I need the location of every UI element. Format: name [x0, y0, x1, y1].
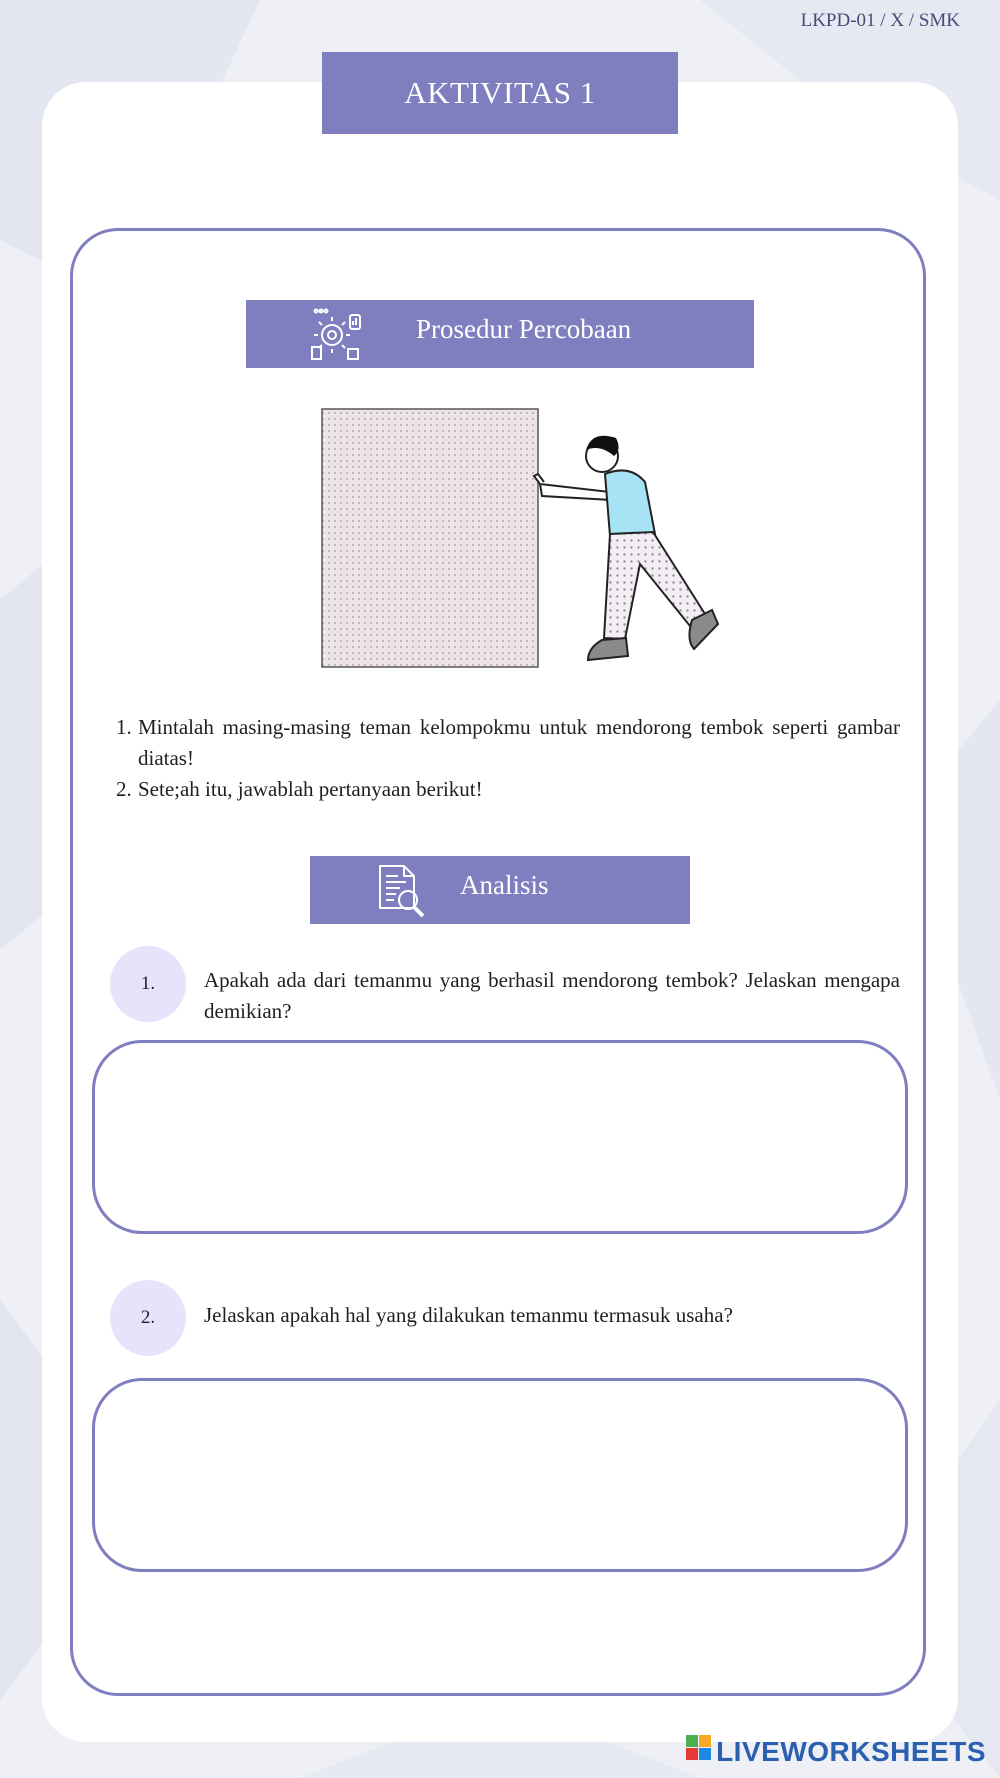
- answer-box-2[interactable]: [92, 1378, 908, 1572]
- question-number-2: 2.: [110, 1280, 186, 1356]
- question-text-2: Jelaskan apakah hal yang dilakukan temanmu termasuk usaha?: [204, 1303, 733, 1327]
- document-search-icon: [374, 862, 430, 925]
- question-number-1: 1.: [110, 946, 186, 1022]
- step-text: Sete;ah itu, jawablah pertanyaan berikut!: [138, 777, 483, 801]
- procedure-steps: [116, 712, 900, 805]
- answer-box-1[interactable]: [92, 1040, 908, 1234]
- wall: [322, 409, 538, 667]
- gear-process-icon: [308, 307, 366, 370]
- liveworksheets-logo-icon: [686, 1735, 712, 1768]
- activity-title: AKTIVITAS 1: [322, 52, 678, 134]
- list-item: [116, 774, 900, 805]
- analysis-banner: [310, 856, 690, 924]
- step-number: 1.: [116, 715, 132, 739]
- brand-name: LIVEWORKSHEETS: [716, 1735, 986, 1767]
- pushing-wall-illustration: [320, 404, 730, 679]
- document-code: LKPD-01 / X / SMK: [800, 10, 960, 31]
- analysis-heading: Analisis: [460, 870, 549, 900]
- question-text-1: Apakah ada dari temanmu yang berhasil mendorong tembok? Jelaskan mengapa demikian?: [204, 968, 900, 1023]
- step-number: 2.: [116, 777, 132, 801]
- step-text: Mintalah masing-masing teman kelompokmu untuk mendorong tembok seperti gambar diatas!: [138, 715, 900, 770]
- procedure-banner: [246, 300, 754, 368]
- procedure-heading: Prosedur Percobaan: [416, 314, 632, 344]
- list-item: [116, 712, 900, 774]
- liveworksheets-brand[interactable]: [686, 1735, 986, 1768]
